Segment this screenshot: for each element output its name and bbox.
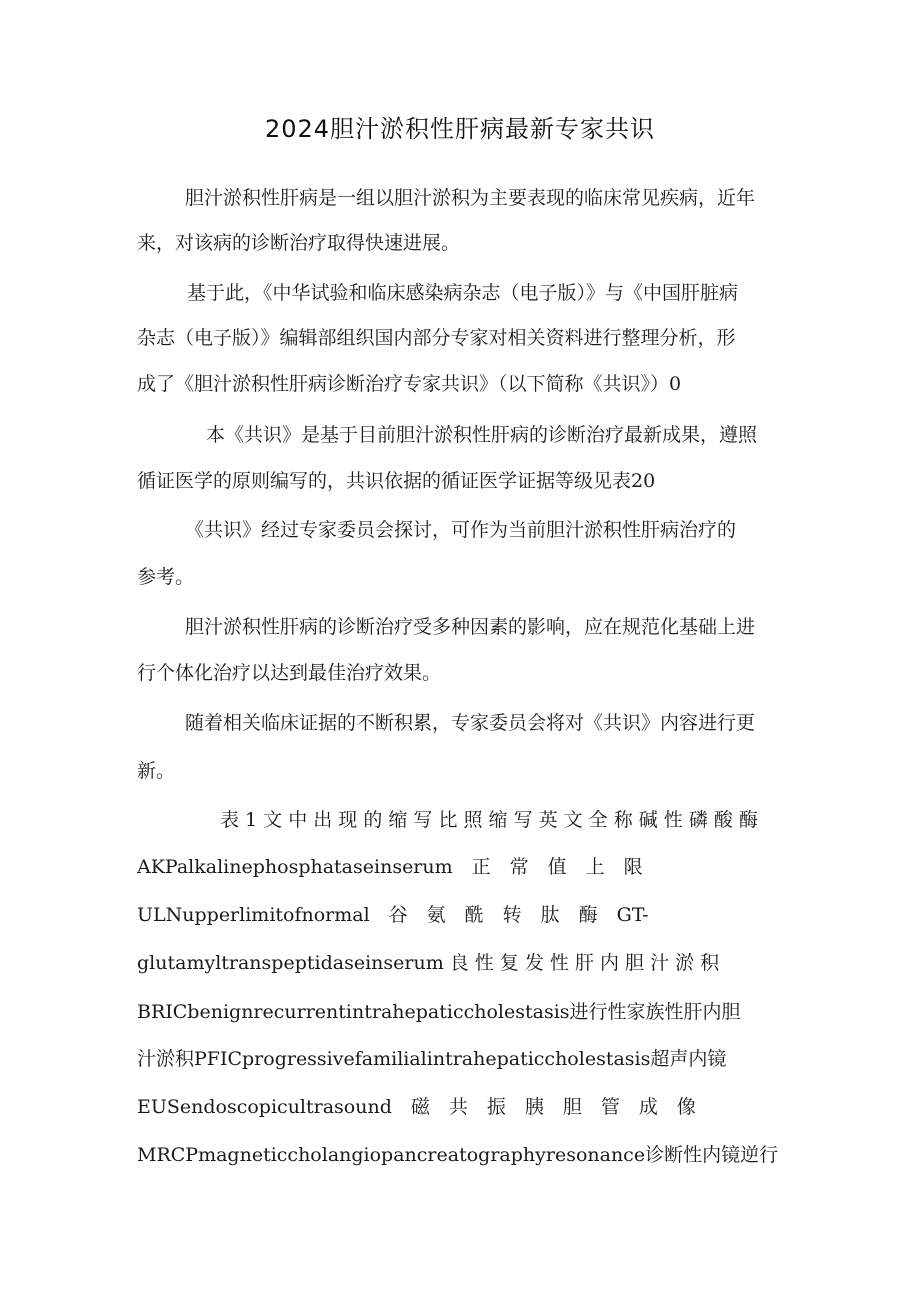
abbreviation-line: BRICbenignrecurrentintrahepaticcholestasis进行性家族性肝内胆 bbox=[137, 1001, 741, 1023]
paragraph-line: 参考。 bbox=[137, 566, 195, 588]
abbreviation-line: AKPalkalinephosphataseinserum 正 常 值 上 限 bbox=[137, 856, 643, 878]
abbreviation-line: MRCPmagneticcholangiopancreatographyresonance诊断性内镜逆行 bbox=[137, 1144, 779, 1166]
paragraph-line: 胆汁淤积性肝病的诊断治疗受多种因素的影响，应在规范化基础上进 bbox=[185, 616, 756, 638]
abbreviation-line: glutamyltranspeptidaseinserum 良 性 复 发 性 肝 内 胆 汁 淤 积 bbox=[137, 952, 720, 974]
paragraph-line: 胆汁淤积性肝病是一组以胆汁淤积为主要表现的临床常见疾病，近年 bbox=[185, 187, 756, 209]
paragraph-line: 新。 bbox=[137, 760, 176, 782]
paragraph-line: 成了《胆汁淤积性肝病诊断治疗专家共识》（以下简称《共识》）0 bbox=[137, 373, 682, 395]
abbreviation-line: EUSendoscopicultrasound 磁 共 振 胰 胆 管 成 像 bbox=[137, 1096, 696, 1118]
abbreviation-line: 汁淤积PFICprogressivefamilialintrahepaticcholestasis超声内镜 bbox=[137, 1048, 727, 1070]
paragraph-line: 基于此，《中华试验和临床感染病杂志（电子版）》与《中国肝脏病 bbox=[187, 282, 739, 304]
paragraph-line: 循证医学的原则编写的，共识依据的循证医学证据等级见表20 bbox=[137, 470, 656, 492]
paragraph-line: 杂志（电子版）》编辑部组织国内部分专家对相关资料进行整理分析，形 bbox=[137, 327, 736, 349]
paragraph-line: 来，对该病的诊断治疗取得快速进展。 bbox=[137, 232, 461, 254]
paragraph-line: 行个体化治疗以达到最佳治疗效果。 bbox=[137, 662, 442, 684]
paragraph-line: 本《共识》是基于目前胆汁淤积性肝病的诊断治疗最新成果，遵照 bbox=[206, 424, 758, 446]
paragraph-line: 随着相关临床证据的不断积累，专家委员会将对《共识》内容进行更 bbox=[185, 712, 756, 734]
paragraph-line: 《共识》经过专家委员会探讨，可作为当前胆汁淤积性肝病治疗的 bbox=[185, 519, 737, 541]
abbreviation-line: ULNupperlimitofnormal 谷 氨 酰 转 肽 酶 GT- bbox=[137, 904, 649, 926]
table-caption-line: 表 1 文 中 出 现 的 缩 写 比 照 缩 写 英 文 全 称 碱 性 磷 酸 酶 bbox=[220, 809, 758, 831]
page-title: 2024胆汁淤积性肝病最新专家共识 bbox=[264, 115, 656, 143]
